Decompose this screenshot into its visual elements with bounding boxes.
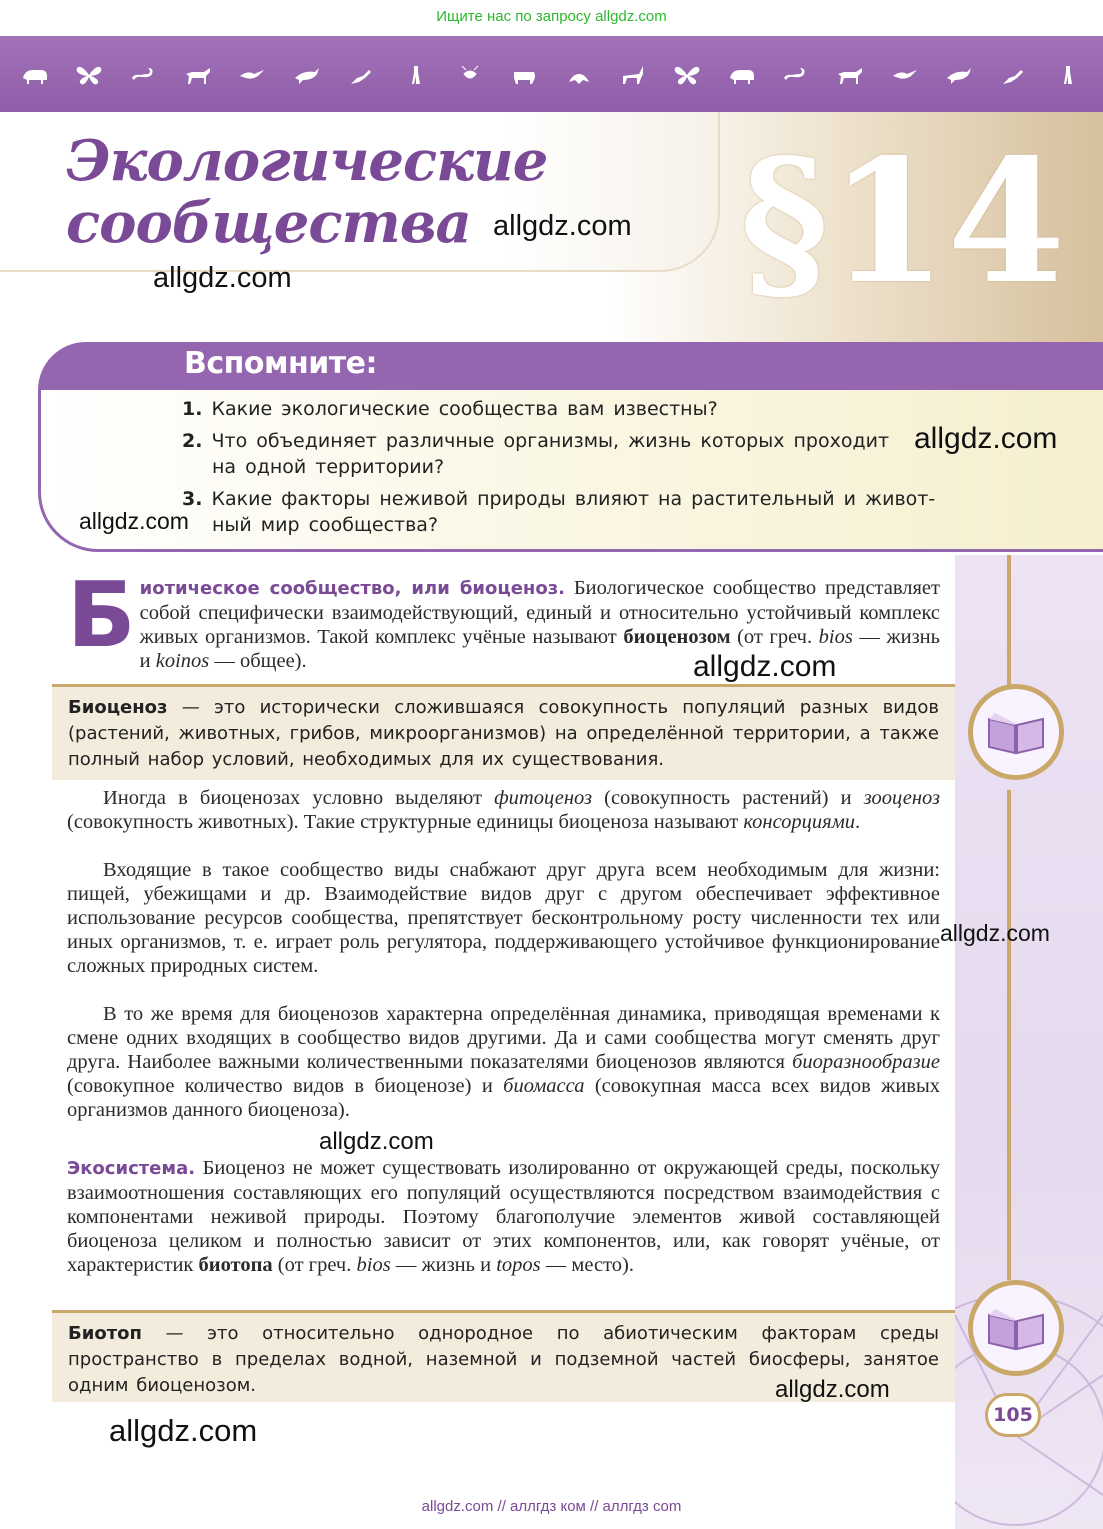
question-2 bbox=[182, 428, 889, 480]
term-italic: bios bbox=[356, 1254, 391, 1276]
body-text: (совокупность животных). Такие структурные единицы биоценоза называют bbox=[67, 811, 744, 833]
chapter-title-line1: Экологические bbox=[66, 128, 548, 194]
body-paragraph-2: Входящие в такое сообщество виды снабжают друг друга всем необходимым для жизни: пищей, убежищами и др. Взаимодействие видов друг с другом обеспечивает эффективное использование ресурсов сообщества, препятствует бесконтрольному росту численности тех или иных организмов, т. е. играет роль регулятора, поддерживающего устойчивое функционирование сложных природных систем. bbox=[67, 859, 940, 977]
chapter-title-line2: сообщества bbox=[66, 190, 471, 256]
body-text: В то же время для биоценозов характерна определённая динамика, приводящая временами к смене одних входящих в сообщество видов другими. Да и сами сообщества могут сменять друг друга. Наиболее важными количественными показателями биоценозов являются bbox=[67, 1003, 940, 1073]
page-number: 105 bbox=[985, 1393, 1041, 1437]
frog-icon bbox=[564, 63, 594, 87]
term-italic: bios bbox=[818, 626, 853, 648]
bull-icon bbox=[509, 63, 539, 87]
animal-strip bbox=[0, 36, 1103, 112]
section-text: (от греч. bbox=[730, 626, 819, 648]
butterfly-icon bbox=[672, 63, 702, 87]
term: биотопа bbox=[198, 1254, 273, 1276]
body-paragraph-3 bbox=[67, 1002, 940, 1122]
definition-text: — это относительно однородное по абиотическим факторам среды пространство в пределах водной, наземной и подземной частей биосферы, занятое одним биоценозом. bbox=[68, 1323, 939, 1396]
book-icon bbox=[968, 684, 1064, 780]
paragraph-number: §14 bbox=[740, 122, 1066, 322]
remember-heading: Вспомните: bbox=[184, 346, 377, 381]
horse-icon bbox=[183, 63, 213, 87]
watermark: allgdz.com bbox=[153, 262, 292, 294]
term-italic: koinos bbox=[155, 650, 210, 672]
question-text-cont: на одной территории? bbox=[212, 456, 445, 478]
question-text: Какие факторы неживой природы влияют на растительный и живот- bbox=[211, 488, 936, 510]
definition-term: Биоценоз bbox=[68, 697, 168, 718]
section-lead: иотическое сообщество, или биоценоз. bbox=[139, 578, 566, 599]
dropcap: Б bbox=[67, 563, 136, 668]
section-ecosystem bbox=[67, 1156, 940, 1277]
question-text-cont: ный мир сообщества? bbox=[212, 514, 439, 536]
section-text: — место). bbox=[540, 1254, 634, 1276]
watermark: allgdz.com bbox=[775, 1376, 890, 1403]
bison-icon bbox=[727, 63, 757, 87]
margin-line bbox=[1007, 790, 1011, 1280]
watermark: allgdz.com bbox=[493, 210, 632, 242]
term-italic: консорциями bbox=[743, 811, 856, 833]
scorpion-icon bbox=[781, 63, 811, 87]
watermark: allgdz.com bbox=[109, 1413, 258, 1448]
term-italic: фитоценоз bbox=[494, 787, 592, 809]
bee-icon bbox=[455, 63, 485, 87]
bird-icon bbox=[237, 63, 267, 87]
watermark: allgdz.com bbox=[693, 650, 837, 683]
watermark: allgdz.com bbox=[79, 508, 189, 534]
lizard-icon bbox=[998, 63, 1028, 87]
body-text: (совокупная масса всех видов живых организмов данного биоценоза). bbox=[67, 1075, 940, 1121]
watermark: allgdz.com bbox=[914, 422, 1058, 455]
question-text: Что объединяет различные организмы, жизнь которых проходит bbox=[211, 430, 890, 452]
term-italic: topos bbox=[496, 1254, 541, 1276]
top-banner: Ищите нас по запросу allgdz.com bbox=[436, 8, 667, 25]
lizard-icon bbox=[346, 63, 376, 87]
section-text: — жизнь и bbox=[139, 626, 940, 672]
antelope-icon bbox=[618, 63, 648, 87]
body-paragraph-1 bbox=[67, 786, 940, 834]
body-text: (совокупное количество видов в биоценозе) и bbox=[67, 1075, 504, 1097]
bison-icon bbox=[20, 63, 50, 87]
watermark: allgdz.com bbox=[319, 1128, 434, 1155]
body-text: (совокупность растений) и bbox=[591, 787, 864, 809]
section-text: — общее). bbox=[209, 650, 307, 672]
meerkat-icon bbox=[1053, 63, 1083, 87]
term-italic: зооценоз bbox=[863, 787, 940, 809]
question-number: 3. bbox=[182, 488, 203, 510]
scorpion-icon bbox=[129, 63, 159, 87]
meerkat-icon bbox=[401, 63, 431, 87]
dolphin-icon bbox=[292, 63, 322, 87]
question-text: Какие экологические сообщества вам известны? bbox=[211, 398, 718, 420]
watermark: allgdz.com bbox=[940, 920, 1050, 946]
dolphin-icon bbox=[944, 63, 974, 87]
butterfly-icon bbox=[74, 63, 104, 87]
section-text: Биоценоз не может существовать изолированно от окружающей среды, поскольку взаимоотношения составляющих его популяций осуществляются посредством взаимодействия с компонентами неживой природы. Поэтому благополучие элементов живой составляющей биоценоза целиком и полностью зависит от этих компонентов, или, как говорят учёные, от характеристик bbox=[67, 1157, 940, 1276]
book-icon bbox=[968, 1280, 1064, 1376]
definition-term: Биотоп bbox=[68, 1323, 142, 1344]
section-text: (от греч. bbox=[272, 1254, 357, 1276]
term-italic: биомасса bbox=[503, 1075, 585, 1097]
question-1 bbox=[182, 396, 718, 422]
margin-line bbox=[1007, 555, 1011, 685]
section-text: Биологическое сообщество представляет собой специфически взаимодействующий, единый и относительно устойчивый комплекс живых организмов. Такой комплекс учёные называют bbox=[139, 577, 940, 648]
term: биоценозом bbox=[623, 626, 731, 648]
question-number: 1. bbox=[182, 398, 203, 420]
section-text: — жизнь и bbox=[390, 1254, 497, 1276]
term-italic: биоразнообразие bbox=[792, 1051, 940, 1073]
question-number: 2. bbox=[182, 430, 203, 452]
footer-watermark: allgdz.com // аллгдз ком // аллгдз com bbox=[421, 1498, 682, 1515]
body-text: . bbox=[855, 811, 861, 833]
definition-text: — это исторически сложившаяся совокупность популяций разных видов (растений, животных, грибов, микроорганизмов) на определённой территории, а также полный набор условий, необходимых для их существования. bbox=[68, 697, 939, 770]
horse-icon bbox=[835, 63, 865, 87]
remember-header bbox=[38, 342, 1103, 390]
bird-icon bbox=[890, 63, 920, 87]
section-lead: Экосистема. bbox=[67, 1158, 196, 1179]
definition-biocenosis bbox=[52, 684, 955, 780]
question-3 bbox=[182, 486, 935, 538]
body-text: Иногда в биоценозах условно выделяют bbox=[103, 787, 495, 809]
